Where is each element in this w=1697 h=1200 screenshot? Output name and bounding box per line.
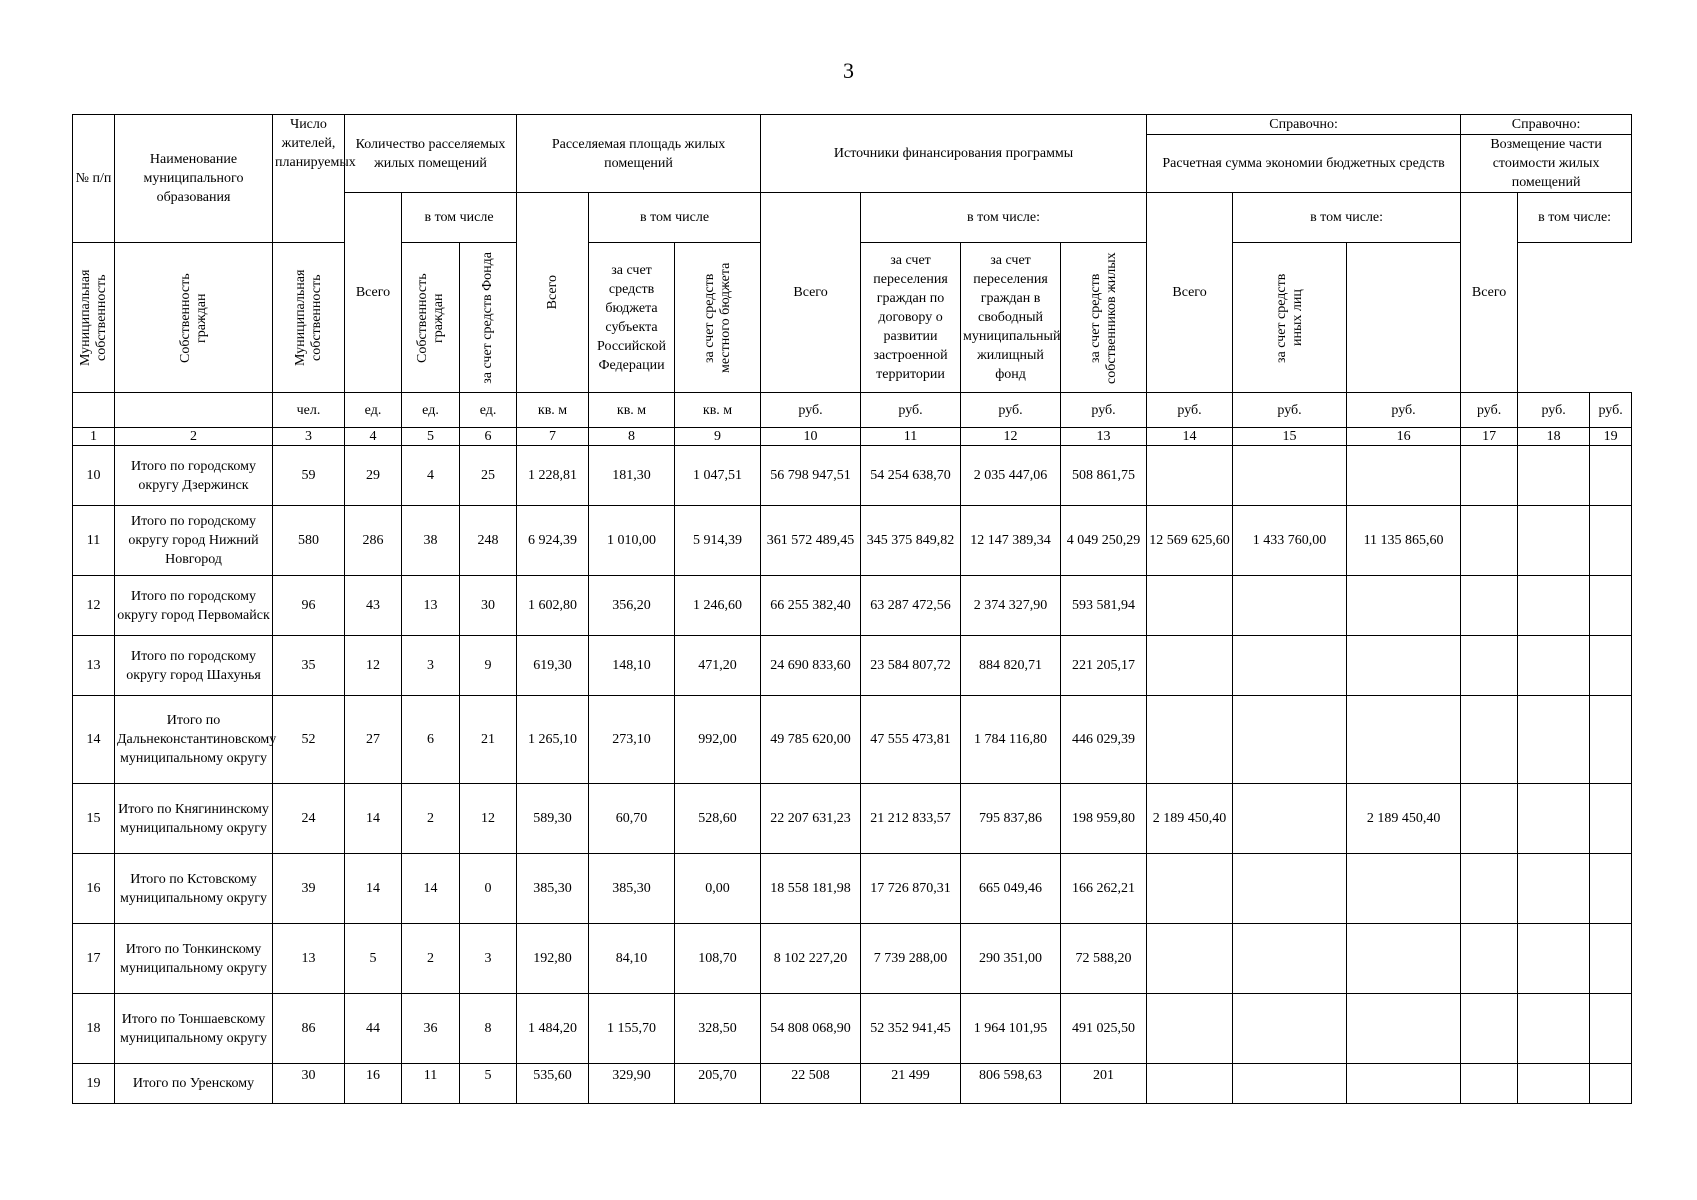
table-cell: 2 — [402, 924, 460, 994]
column-number: 3 — [273, 428, 345, 446]
header-finance-group: Источники финансирования программы — [761, 115, 1147, 193]
table-cell: 1 433 760,00 — [1233, 506, 1347, 576]
table-cell — [1347, 994, 1461, 1064]
header-num: № п/п — [73, 115, 115, 243]
table-cell: 27 — [345, 696, 402, 784]
table-cell: 508 861,75 — [1061, 446, 1147, 506]
table-row — [73, 696, 1632, 784]
unit-cell: чел. — [273, 393, 345, 428]
table-cell: 96 — [273, 576, 345, 636]
table-cell — [1461, 636, 1518, 696]
table-cell: 4 049 250,29 — [1061, 506, 1147, 576]
header-area-municipal-label: Муниципальная собственность — [292, 269, 324, 366]
table-cell: 59 — [273, 446, 345, 506]
resettlement-table — [72, 114, 1632, 1104]
table-cell: 25 — [460, 446, 517, 506]
table-cell: 0,00 — [675, 854, 761, 924]
table-cell — [1590, 636, 1632, 696]
header-area-group: Расселяемая площадь жилых помещений — [517, 115, 761, 193]
table-cell — [1147, 854, 1233, 924]
table-cell: 14 — [345, 854, 402, 924]
table-cell: 5 — [460, 1064, 517, 1104]
column-number: 5 — [402, 428, 460, 446]
table-cell: 52 — [273, 696, 345, 784]
table-cell: 286 — [345, 506, 402, 576]
table-cell — [1461, 576, 1518, 636]
table-cell: 4 — [402, 446, 460, 506]
table-cell — [1518, 854, 1590, 924]
table-cell: 385,30 — [517, 854, 589, 924]
table-cell: 24 690 833,60 — [761, 636, 861, 696]
table-cell — [1590, 446, 1632, 506]
unit-cell: руб. — [1461, 393, 1518, 428]
unit-cell: руб. — [961, 393, 1061, 428]
table-cell — [1347, 1064, 1461, 1104]
table-row — [73, 924, 1632, 994]
header-compensation-incl: в том числе: — [1518, 193, 1632, 243]
table-cell: 1 155,70 — [589, 994, 675, 1064]
table-cell: 1 784 116,80 — [961, 696, 1061, 784]
header-subject-budget: за счет средств бюджета субъекта Российской Федерации — [589, 243, 675, 393]
table-cell: 6 924,39 — [517, 506, 589, 576]
header-reference-2: Справочно: — [1461, 115, 1632, 135]
header-area-total — [517, 193, 589, 393]
municipality-name: Итого по Княгининскому муниципальному округу — [115, 784, 273, 854]
table-cell: 12 569 625,60 — [1147, 506, 1233, 576]
header-compensation-total: Всего — [1461, 193, 1518, 393]
table-cell: 3 — [402, 636, 460, 696]
unit-cell: руб. — [1590, 393, 1632, 428]
table-cell — [1347, 446, 1461, 506]
header-area-private — [402, 243, 460, 393]
table-cell — [1518, 446, 1590, 506]
table-cell: 86 — [273, 994, 345, 1064]
header-area-total-label: Всего — [544, 275, 560, 310]
table-cell — [1347, 854, 1461, 924]
table-cell: 23 584 807,72 — [861, 636, 961, 696]
column-number: 6 — [460, 428, 517, 446]
row-number: 18 — [73, 994, 115, 1064]
table-row — [73, 854, 1632, 924]
table-cell: 992,00 — [675, 696, 761, 784]
unit-cell — [73, 393, 115, 428]
table-cell: 1 047,51 — [675, 446, 761, 506]
table-cell: 17 726 870,31 — [861, 854, 961, 924]
table-cell: 2 035 447,06 — [961, 446, 1061, 506]
header-dev-contract: за счет переселения граждан по договору о развитии застроенной территории — [861, 243, 961, 393]
table-cell: 8 — [460, 994, 517, 1064]
table-cell — [1147, 1064, 1233, 1104]
table-cell: 328,50 — [675, 994, 761, 1064]
table-cell: 1 010,00 — [589, 506, 675, 576]
table-cell — [1590, 506, 1632, 576]
column-number: 7 — [517, 428, 589, 446]
header-fund-label: за счет средств Фонда — [480, 251, 496, 384]
table-cell: 43 — [345, 576, 402, 636]
table-cell: 2 374 327,90 — [961, 576, 1061, 636]
row-number: 13 — [73, 636, 115, 696]
table-cell — [1233, 636, 1347, 696]
table-cell: 52 352 941,45 — [861, 994, 961, 1064]
table-cell: 201 — [1061, 1064, 1147, 1104]
table-cell: 9 — [460, 636, 517, 696]
row-number: 14 — [73, 696, 115, 784]
unit-cell: руб. — [1518, 393, 1590, 428]
table-cell: 1 246,60 — [675, 576, 761, 636]
row-number: 15 — [73, 784, 115, 854]
table-cell — [1590, 696, 1632, 784]
header-reference-1: Справочно: — [1147, 115, 1461, 135]
table-cell — [1147, 696, 1233, 784]
header-rooms-private — [115, 243, 273, 393]
table-cell — [1347, 576, 1461, 636]
header-rooms-municipal — [73, 243, 115, 393]
table-cell — [1518, 576, 1590, 636]
column-number: 11 — [861, 428, 961, 446]
row-number: 11 — [73, 506, 115, 576]
column-number: 4 — [345, 428, 402, 446]
unit-cell: руб. — [1347, 393, 1461, 428]
table-cell: 21 212 833,57 — [861, 784, 961, 854]
column-number: 8 — [589, 428, 675, 446]
table-cell — [1147, 636, 1233, 696]
table-cell: 38 — [402, 506, 460, 576]
table-cell: 18 558 181,98 — [761, 854, 861, 924]
table-cell: 795 837,86 — [961, 784, 1061, 854]
table-cell — [1461, 506, 1518, 576]
table-cell: 5 — [345, 924, 402, 994]
table-cell: 471,20 — [675, 636, 761, 696]
municipality-name: Итого по Дальнеконстантиновскому муниципальному округу — [115, 696, 273, 784]
header-rooms-total: Всего — [345, 193, 402, 393]
table-cell — [1518, 994, 1590, 1064]
row-number: 10 — [73, 446, 115, 506]
unit-cell: ед. — [402, 393, 460, 428]
table-cell — [1518, 784, 1590, 854]
table-cell: 181,30 — [589, 446, 675, 506]
municipality-name: Итого по городскому округу город Шахунья — [115, 636, 273, 696]
table-row — [73, 1064, 1632, 1104]
header-owners-funds — [1061, 243, 1147, 393]
table-cell: 66 255 382,40 — [761, 576, 861, 636]
table-cell: 47 555 473,81 — [861, 696, 961, 784]
table-cell: 593 581,94 — [1061, 576, 1147, 636]
table-cell: 273,10 — [589, 696, 675, 784]
header-savings-group: Расчетная сумма экономии бюджетных средств — [1147, 135, 1461, 193]
header-local-budget — [675, 243, 761, 393]
table-cell — [1347, 696, 1461, 784]
column-number: 19 — [1590, 428, 1632, 446]
unit-cell: кв. м — [675, 393, 761, 428]
table-cell: 356,20 — [589, 576, 675, 636]
table-cell: 491 025,50 — [1061, 994, 1147, 1064]
table-cell — [1147, 994, 1233, 1064]
table-cell: 13 — [402, 576, 460, 636]
table-cell — [1233, 924, 1347, 994]
row-number: 12 — [73, 576, 115, 636]
table-cell: 1 228,81 — [517, 446, 589, 506]
table-cell: 345 375 849,82 — [861, 506, 961, 576]
table-cell — [1590, 576, 1632, 636]
table-cell: 49 785 620,00 — [761, 696, 861, 784]
table-cell — [1518, 696, 1590, 784]
table-cell — [1590, 854, 1632, 924]
table-cell: 385,30 — [589, 854, 675, 924]
column-number: 17 — [1461, 428, 1518, 446]
table-cell: 446 029,39 — [1061, 696, 1147, 784]
column-number: 1 — [73, 428, 115, 446]
table-cell: 148,10 — [589, 636, 675, 696]
column-number: 10 — [761, 428, 861, 446]
table-cell — [1518, 506, 1590, 576]
table-cell: 7 739 288,00 — [861, 924, 961, 994]
table-cell — [1233, 446, 1347, 506]
unit-cell: руб. — [1147, 393, 1233, 428]
table-cell — [1147, 446, 1233, 506]
unit-cell: руб. — [1233, 393, 1347, 428]
table-row — [73, 576, 1632, 636]
header-finance-incl: в том числе: — [861, 193, 1147, 243]
column-number: 12 — [961, 428, 1061, 446]
table-cell: 2 189 450,40 — [1347, 784, 1461, 854]
table-cell: 1 602,80 — [517, 576, 589, 636]
table-cell: 205,70 — [675, 1064, 761, 1104]
municipality-name: Итого по Уренскому — [115, 1064, 273, 1104]
table-cell — [1233, 1064, 1347, 1104]
unit-cell — [115, 393, 273, 428]
column-number: 16 — [1347, 428, 1461, 446]
column-number: 9 — [675, 428, 761, 446]
unit-cell: кв. м — [517, 393, 589, 428]
table-cell — [1233, 576, 1347, 636]
header-fund — [460, 243, 517, 393]
table-cell — [1233, 994, 1347, 1064]
table-cell: 24 — [273, 784, 345, 854]
table-cell: 884 820,71 — [961, 636, 1061, 696]
table-cell: 1 484,20 — [517, 994, 589, 1064]
table-cell: 22 508 — [761, 1064, 861, 1104]
table-cell — [1233, 854, 1347, 924]
header-other-funds — [1233, 243, 1347, 393]
table-cell: 12 — [345, 636, 402, 696]
table-cell — [1347, 636, 1461, 696]
table-cell — [1461, 994, 1518, 1064]
table-cell: 12 147 389,34 — [961, 506, 1061, 576]
table-cell: 329,90 — [589, 1064, 675, 1104]
table-cell: 198 959,80 — [1061, 784, 1147, 854]
table-row — [73, 784, 1632, 854]
header-residents: Число жителей, планируемых — [273, 115, 345, 243]
header-rooms-private-label: Собственность граждан — [177, 272, 209, 363]
table-cell: 14 — [402, 854, 460, 924]
table-cell — [1147, 576, 1233, 636]
table-cell: 63 287 472,56 — [861, 576, 961, 636]
column-number: 13 — [1061, 428, 1147, 446]
header-name: Наименование муниципального образования — [115, 115, 273, 243]
header-rooms-group: Количество расселяемых жилых помещений — [345, 115, 517, 193]
table-cell — [1461, 854, 1518, 924]
table-cell — [1590, 1064, 1632, 1104]
table-cell: 35 — [273, 636, 345, 696]
table-row — [73, 994, 1632, 1064]
table-cell: 528,60 — [675, 784, 761, 854]
table-cell: 11 — [402, 1064, 460, 1104]
table-cell: 84,10 — [589, 924, 675, 994]
header-free-fund: за счет переселения граждан в свободный муниципальный жилищный фонд — [961, 243, 1061, 393]
table-cell: 44 — [345, 994, 402, 1064]
table-cell: 21 — [460, 696, 517, 784]
column-number: 18 — [1518, 428, 1590, 446]
row-number: 17 — [73, 924, 115, 994]
table-cell: 16 — [345, 1064, 402, 1104]
table-row — [73, 506, 1632, 576]
table-cell: 619,30 — [517, 636, 589, 696]
municipality-name: Итого по Тоншаевскому муниципальному округу — [115, 994, 273, 1064]
header-area-incl: в том числе — [589, 193, 761, 243]
header-area-private-label: Собственность граждан — [414, 272, 446, 363]
table-cell — [1590, 924, 1632, 994]
table-cell — [1347, 924, 1461, 994]
municipality-name: Итого по Тонкинскому муниципальному округу — [115, 924, 273, 994]
header-local-budget-label: за счет средств местного бюджета — [701, 262, 733, 373]
table-cell: 30 — [460, 576, 517, 636]
table-cell: 5 914,39 — [675, 506, 761, 576]
table-cell — [1518, 924, 1590, 994]
table-cell — [1518, 1064, 1590, 1104]
table-cell: 8 102 227,20 — [761, 924, 861, 994]
table-cell: 108,70 — [675, 924, 761, 994]
table-cell: 13 — [273, 924, 345, 994]
header-other-funds-label: за счет средств иных лиц — [1273, 272, 1305, 363]
table-cell: 21 499 — [861, 1064, 961, 1104]
table-cell: 806 598,63 — [961, 1064, 1061, 1104]
table-cell — [1461, 1064, 1518, 1104]
table-cell: 580 — [273, 506, 345, 576]
table-cell — [1147, 924, 1233, 994]
table-cell: 0 — [460, 854, 517, 924]
table-cell — [1233, 696, 1347, 784]
table-cell — [1461, 696, 1518, 784]
unit-cell: руб. — [861, 393, 961, 428]
table-cell: 56 798 947,51 — [761, 446, 861, 506]
table-cell: 14 — [345, 784, 402, 854]
header-rooms-incl: в том числе — [402, 193, 517, 243]
unit-cell: кв. м — [589, 393, 675, 428]
table-cell: 60,70 — [589, 784, 675, 854]
table-cell: 6 — [402, 696, 460, 784]
table-cell: 11 135 865,60 — [1347, 506, 1461, 576]
table-row — [73, 446, 1632, 506]
table-cell: 54 808 068,90 — [761, 994, 861, 1064]
header-savings-incl: в том числе: — [1233, 193, 1461, 243]
table-cell: 3 — [460, 924, 517, 994]
table-cell: 2 — [402, 784, 460, 854]
municipality-name: Итого по городскому округу Дзержинск — [115, 446, 273, 506]
table-cell: 2 189 450,40 — [1147, 784, 1233, 854]
row-number: 19 — [73, 1064, 115, 1104]
table-cell: 248 — [460, 506, 517, 576]
unit-cell: ед. — [460, 393, 517, 428]
municipality-name: Итого по Кстовскому муниципальному округу — [115, 854, 273, 924]
table-cell: 221 205,17 — [1061, 636, 1147, 696]
table-cell: 29 — [345, 446, 402, 506]
table-cell: 39 — [273, 854, 345, 924]
municipality-name: Итого по городскому округу город Первомайск — [115, 576, 273, 636]
table-cell — [1518, 636, 1590, 696]
unit-cell: руб. — [761, 393, 861, 428]
table-cell — [1590, 784, 1632, 854]
table-cell: 1 265,10 — [517, 696, 589, 784]
table-cell — [1590, 994, 1632, 1064]
header-owners-funds-label: за счет средств собственников жилых — [1087, 251, 1119, 384]
table-cell: 589,30 — [517, 784, 589, 854]
table-row — [73, 636, 1632, 696]
table-cell: 36 — [402, 994, 460, 1064]
unit-cell: руб. — [1061, 393, 1147, 428]
table-cell: 12 — [460, 784, 517, 854]
column-numbers-row — [73, 428, 1632, 446]
table-cell: 192,80 — [517, 924, 589, 994]
municipality-name: Итого по городскому округу город Нижний Новгород — [115, 506, 273, 576]
table-cell — [1461, 446, 1518, 506]
table-cell: 166 262,21 — [1061, 854, 1147, 924]
column-number: 2 — [115, 428, 273, 446]
header-finance-total: Всего — [761, 193, 861, 393]
table-cell — [1461, 924, 1518, 994]
units-row — [73, 393, 1632, 428]
table-cell: 290 351,00 — [961, 924, 1061, 994]
table-cell: 30 — [273, 1064, 345, 1104]
unit-cell: ед. — [345, 393, 402, 428]
table-cell: 361 572 489,45 — [761, 506, 861, 576]
row-number: 16 — [73, 854, 115, 924]
header-savings-total: Всего — [1147, 193, 1233, 393]
table-cell — [1461, 784, 1518, 854]
table-cell: 535,60 — [517, 1064, 589, 1104]
header-area-municipal — [273, 243, 345, 393]
table-cell: 54 254 638,70 — [861, 446, 961, 506]
column-number: 15 — [1233, 428, 1347, 446]
table-cell: 1 964 101,95 — [961, 994, 1061, 1064]
column-number: 14 — [1147, 428, 1233, 446]
table-cell: 72 588,20 — [1061, 924, 1147, 994]
header-compensation-group: Возмещение части стоимости жилых помещений — [1461, 135, 1632, 193]
table-cell — [1233, 784, 1347, 854]
table-cell: 665 049,46 — [961, 854, 1061, 924]
page-number: 3 — [843, 58, 854, 83]
header-rooms-municipal-label: Муниципальная собственность — [77, 269, 109, 366]
table-cell: 22 207 631,23 — [761, 784, 861, 854]
